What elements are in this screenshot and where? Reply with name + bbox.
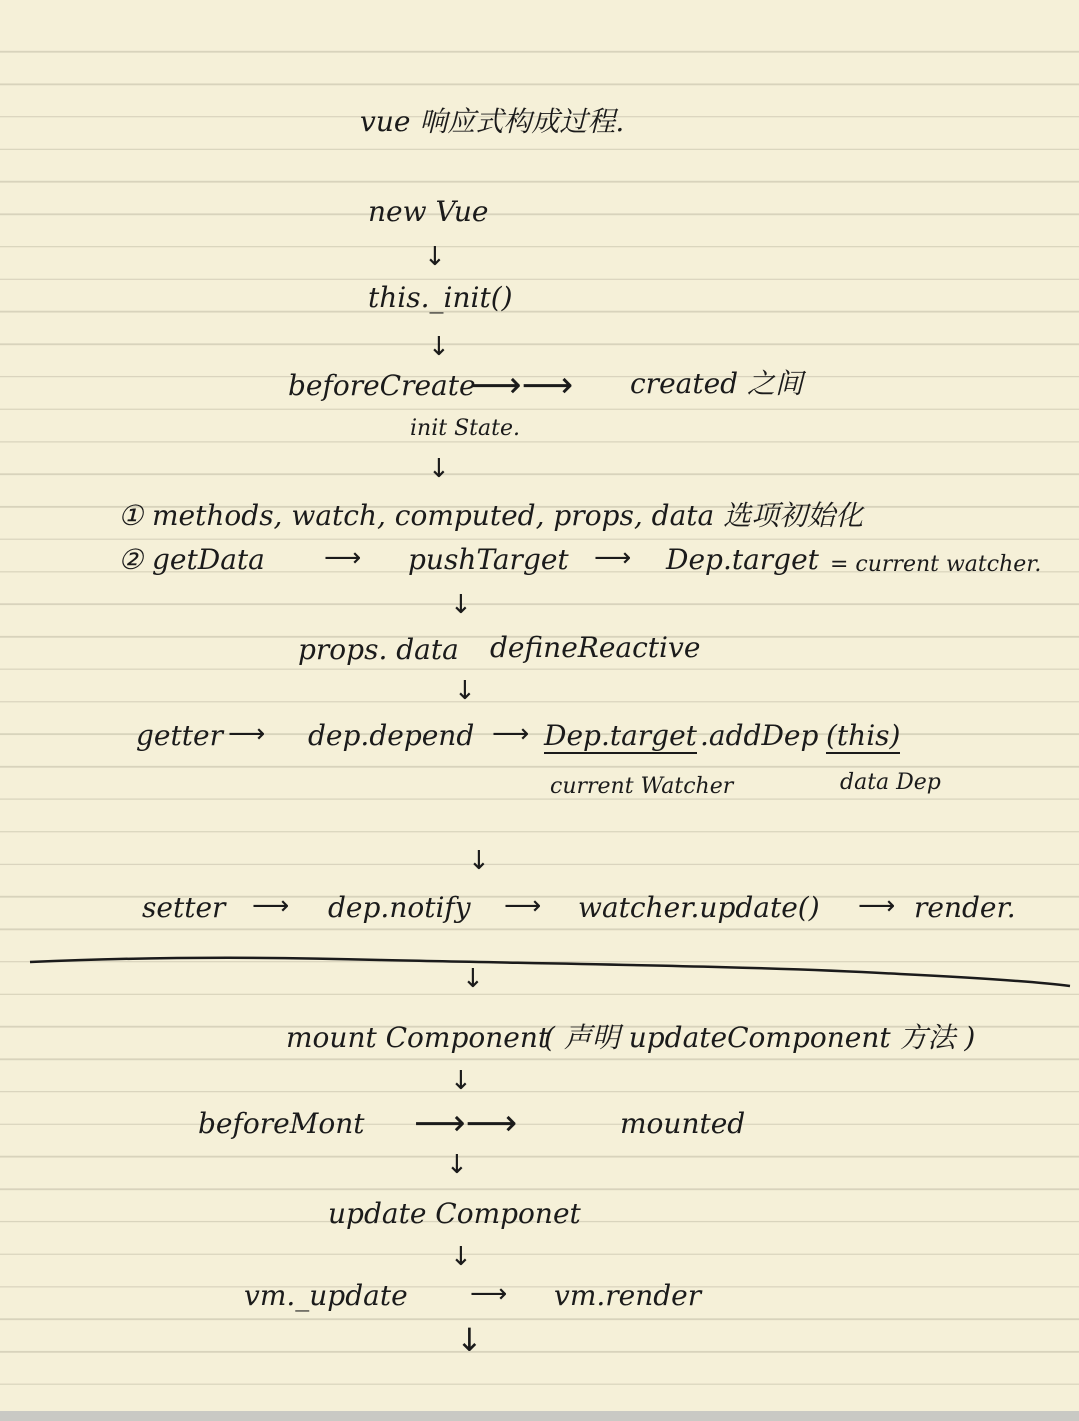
created-label: created 之间 [630, 367, 803, 400]
down-arrow-icon: ↓ [450, 1242, 472, 1272]
page-title: vue 响应式构成过程. [360, 105, 625, 138]
push-target-label: pushTarget [408, 543, 569, 576]
right-arrow-icon: ⟶⟶ [470, 365, 574, 406]
down-arrow-icon: ↓ [468, 846, 490, 876]
right-arrow-icon: ⟶⟶ [414, 1103, 518, 1144]
init-label: this._init() [368, 281, 513, 314]
dep-target-label: Dep.target [666, 543, 819, 576]
down-arrow-icon: ↓ [450, 1066, 472, 1096]
new-vue-label: new Vue [368, 195, 489, 228]
down-arrow-icon: ↓ [428, 332, 450, 362]
right-arrow-icon: ⟶ [594, 543, 632, 573]
right-arrow-icon: ⟶ [504, 891, 542, 921]
watcher-update-label: watcher.update() [578, 891, 820, 924]
init-options-line: ① methods, watch, computed, props, data 选项初始化 [118, 499, 864, 532]
update-component-label: update Componet [328, 1197, 581, 1230]
down-arrow-icon: ↓ [454, 676, 476, 706]
mounted-label: mounted [620, 1107, 746, 1140]
right-arrow-icon: ⟶ [492, 719, 530, 749]
current-watcher-note: current Watcher [550, 774, 734, 799]
setter-label: setter [142, 891, 226, 924]
define-reactive-label: defineReactive [490, 631, 701, 664]
before-mount-label: beforeMont [198, 1107, 365, 1140]
current-watcher-assign: = current watcher. [830, 552, 1042, 577]
page-bottom-edge [0, 1411, 1079, 1421]
render-label: render. [914, 891, 1016, 924]
right-arrow-icon: ⟶ [858, 891, 896, 921]
dep-target-underlined: Dep.target [544, 719, 697, 752]
dep-depend-label: dep.depend [308, 719, 475, 752]
data-dep-note: data Dep [840, 770, 941, 795]
down-arrow-icon: ↓ [446, 1150, 468, 1180]
mount-component-label: mount Component [286, 1021, 550, 1054]
right-arrow-icon: ⟶ [252, 891, 290, 921]
dep-notify-label: dep.notify [328, 891, 471, 924]
down-arrow-icon: ↓ [424, 242, 446, 272]
this-argument: (this) [826, 719, 901, 752]
mount-component-note: ( 声明 updateComponent 方法 ) [544, 1021, 976, 1054]
down-arrow-icon: ↓ [428, 454, 450, 484]
add-dep-label: .addDep [700, 719, 819, 752]
right-arrow-icon: ⟶ [228, 719, 266, 749]
getter-label: getter [136, 719, 223, 752]
down-arrow-icon: ↓ [462, 964, 484, 994]
init-state-label: init State. [410, 416, 520, 441]
vm-render-label: vm.render [554, 1279, 702, 1312]
down-arrow-icon: ↓ [450, 590, 472, 620]
down-arrow-icon: ↓ [456, 1321, 483, 1359]
before-create-label: beforeCreate [288, 369, 476, 402]
right-arrow-icon: ⟶ [470, 1279, 508, 1309]
get-data-label: ② getData [118, 543, 265, 576]
right-arrow-icon: ⟶ [324, 543, 362, 573]
props-data-label: props. data [298, 633, 459, 666]
vm-update-label: vm._update [244, 1279, 408, 1312]
